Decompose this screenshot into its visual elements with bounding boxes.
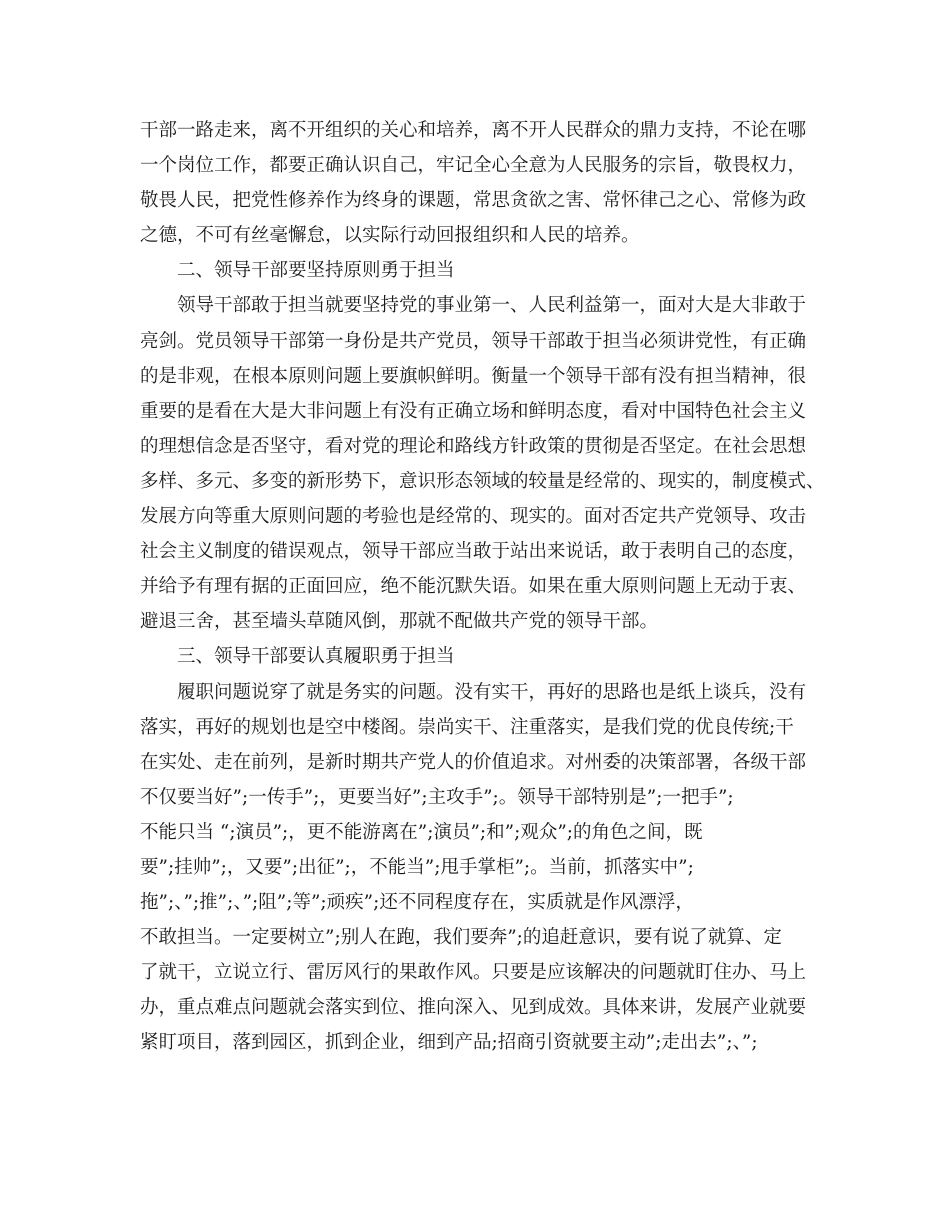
- paragraph-line: 并给予有理有据的正面回应，绝不能沉默失语。如果在重大原则问题上无动于衷、: [140, 576, 807, 598]
- paragraph-line: 发展方向等重大原则问题的考验也是经常的、现实的。面对否定共产党领导、攻击: [140, 506, 807, 528]
- section-heading-2: 二、领导干部要坚持原则勇于担当: [177, 260, 455, 282]
- paragraph-line: 不敢担当。一定要树立”;别人在跑，我们要奔”;的追赶意识，要有说了就算、定: [140, 927, 782, 949]
- paragraph-line: 的理想信念是否坚守，看对党的理论和路线方针政策的贯彻是否坚定。在社会思想: [140, 435, 807, 457]
- paragraph-line: 办，重点难点问题就会落实到位、推向深入、见到成效。具体来讲，发展产业就要: [140, 997, 807, 1019]
- paragraph-line: 避退三舍，甚至墙头草随风倒，那就不配做共产党的领导干部。: [140, 611, 659, 633]
- paragraph-line: 一个岗位工作，都要正确认识自己，牢记全心全意为人民服务的宗旨，敬畏权力，: [140, 155, 807, 177]
- paragraph-line: 不仅要当好”;一传手”;，更要当好”;主攻手”;。领导干部特别是”;一把手”;: [140, 786, 734, 808]
- paragraph-line: 在实处、走在前列，是新时期共产党人的价值追求。对州委的决策部署，各级干部: [140, 751, 807, 773]
- paragraph-line: 敬畏人民，把党性修养作为终身的课题，常思贪欲之害、常怀律己之心、常修为政: [140, 190, 807, 212]
- paragraph-line: 重要的是看在大是大非问题上有没有正确立场和鲜明态度，看对中国特色社会主义: [140, 400, 807, 422]
- paragraph-line: 亮剑。党员领导干部第一身份是共产党员，领导干部敢于担当必须讲党性，有正确: [140, 330, 807, 352]
- paragraph-line: 不能只当 “;演员”;，更不能游离在”;演员”;和”;观众”;的角色之间，既: [140, 821, 703, 843]
- paragraph-line: 社会主义制度的错误观点，领导干部应当敢于站出来说话，敢于表明自己的态度，: [140, 541, 807, 563]
- paragraph-line: 履职问题说穿了就是务实的问题。没有实干，再好的思路也是纸上谈兵，没有: [177, 681, 807, 703]
- paragraph-line: 落实，再好的规划也是空中楼阁。崇尚实干、注重落实，是我们党的优良传统;干: [140, 716, 794, 738]
- paragraph-line: 拖”;、”;推”;、”;阻”;等”;顽疾”;还不同程度存在，实质就是作风漂浮，: [140, 892, 694, 914]
- paragraph-line: 了就干，立说立行、雷厉风行的果敢作风。只要是应该解决的问题就盯住办、马上: [140, 962, 807, 984]
- document-body: [140, 113, 840, 1061]
- paragraph-line: 之德，不可有丝毫懈怠，以实际行动回报组织和人民的培养。: [140, 225, 640, 247]
- paragraph-line: 领导干部敢于担当就要坚持党的事业第一、人民利益第一，面对大是大非敢于: [177, 295, 807, 317]
- paragraph-line: 紧盯项目，落到园区，抓到企业，细到产品;招商引资就要主动”;走出去”;、”;: [140, 1032, 758, 1054]
- paragraph-line: 要”;挂帅”;，又要”;出征”;，不能当”;甩手掌柜”;。当前，抓落实中”;: [140, 856, 694, 878]
- paragraph-line: 多样、多元、多变的新形势下，意识形态领域的较量是经常的、现实的，制度模式、: [140, 470, 825, 492]
- paragraph-line: 干部一路走来，离不开组织的关心和培养，离不开人民群众的鼎力支持，不论在哪: [140, 120, 807, 141]
- section-heading-3: 三、领导干部要认真履职勇于担当: [177, 646, 455, 668]
- paragraph-line: 的是非观，在根本原则问题上要旗帜鲜明。衡量一个领导干部有没有担当精神，很: [140, 365, 807, 387]
